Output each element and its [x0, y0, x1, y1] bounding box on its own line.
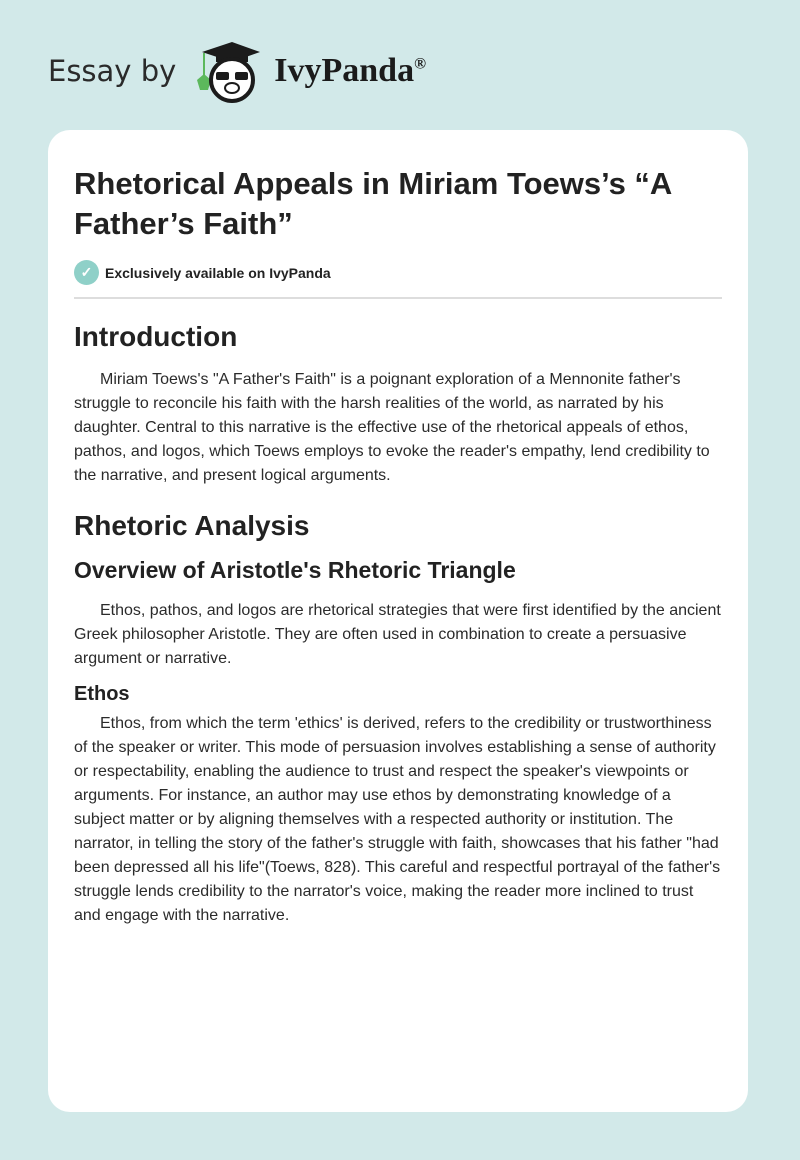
- heading-ethos: Ethos: [74, 683, 130, 705]
- exclusive-badge: [74, 260, 722, 299]
- essay-by-label: Essay by: [48, 54, 177, 88]
- essay-card: [48, 130, 748, 1112]
- panda-logo-icon: [194, 38, 264, 104]
- essay-title: Rhetorical Appeals in Miriam Toews’s “A Father’s Faith”: [74, 166, 672, 241]
- paragraph-overview: Ethos, pathos, and logos are rhetorical strategies that were first identified by the ancient Greek philosopher Aristotle. They are often used in combination to create a persuasive argument or narrative.: [74, 602, 721, 667]
- heading-overview: Overview of Aristotle's Rhetoric Triangle: [74, 557, 516, 583]
- check-icon: ✓: [74, 260, 99, 285]
- site-header: [48, 36, 426, 106]
- paragraph-ethos: Ethos, from which the term 'ethics' is derived, refers to the credibility or trustworthiness of the speaker or writer. This mode of persuasion involves establishing a sense of authority or respectability, enabling the audience to trust and respect the speaker's viewpoints or arguments. For instance, an author may use ethos by demonstrating knowledge of a subject matter or by aligning themselves with a respected authority or institution. The narrator, in telling the story of the father's struggle with faith, showcases that his father "had been depressed all his life"(Toews, 828). This careful and respectful portrayal of the father's struggle lends credibility to the narrator's voice, making the reader more inclined to trust and engage with the narrative.: [74, 715, 721, 924]
- exclusive-label: Exclusively available on IvyPanda: [105, 264, 331, 281]
- heading-introduction: Introduction: [74, 321, 238, 352]
- paragraph-introduction: Miriam Toews's "A Father's Faith" is a poignant exploration of a Mennonite father's struggle to reconcile his faith with the harsh realities of the world, as narrated by his daughter. Central to this narrative is the effective use of the rhetorical appeals of ethos, pathos, and logos, which Toews employs to evoke the reader's empathy, lend credibility to the narrative, and present logical arguments.: [74, 371, 710, 484]
- brand-name: IvyPanda®: [274, 52, 427, 89]
- heading-rhetoric-analysis: Rhetoric Analysis: [74, 510, 310, 541]
